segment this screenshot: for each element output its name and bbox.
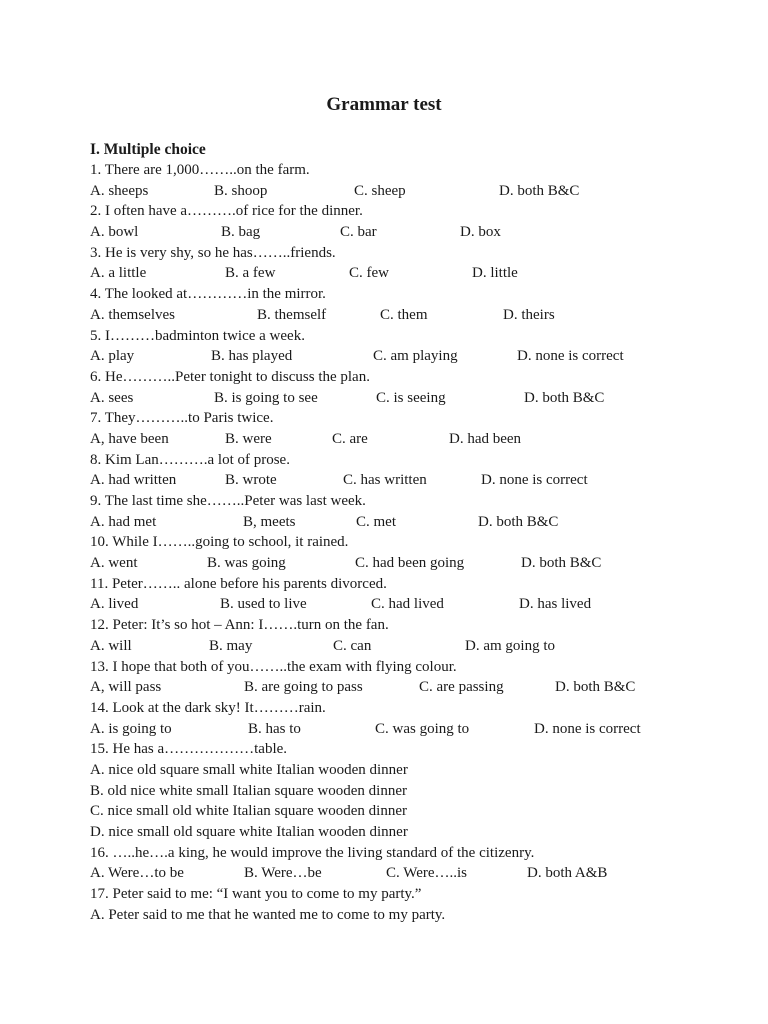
option-c: C. is seeing [376, 389, 446, 406]
option-a: A. bowl [90, 224, 139, 241]
option-c: C. am playing [373, 348, 458, 365]
question-stem: 3. He is very shy, so he has……..friends. [90, 244, 336, 261]
option-d: D. both A&B [527, 865, 608, 882]
question-stem: 5. I………badminton twice a week. [90, 327, 305, 344]
option-d: D. box [460, 224, 501, 241]
option-d: D. had been [449, 430, 522, 447]
option-c: C. had been going [355, 555, 465, 572]
question-stem: 12. Peter: It’s so hot – Ann: I…….turn on the fan. [90, 617, 389, 634]
option-b: B. was going [207, 555, 286, 572]
option-d: D. none is correct [534, 720, 641, 737]
option-b: B. used to live [220, 596, 307, 613]
option-a: A, will pass [90, 679, 162, 696]
answer-options [90, 263, 730, 284]
answer-options [90, 346, 730, 367]
question-stem: 16. …..he….a king, he would improve the living standard of the citizenry. [90, 844, 535, 861]
option-d: D. none is correct [517, 348, 624, 365]
option-d: D. both B&C [499, 182, 580, 199]
question-stem: 9. The last time she……..Peter was last week. [90, 493, 366, 509]
option-a: A. sheeps [90, 182, 149, 199]
option-b: B. a few [225, 265, 276, 282]
answer-options [90, 594, 730, 615]
option-d: D. both B&C [521, 555, 602, 572]
option-d: D. nice small old square white Italian wooden dinner [90, 824, 408, 840]
option-b: B. shoop [214, 182, 268, 199]
option-a: A. a little [90, 265, 147, 282]
option-a: A. had met [90, 513, 157, 530]
question-stem: 6. He………..Peter tonight to discuss the plan. [90, 368, 370, 385]
question-stem: 14. Look at the dark sky! It………rain. [90, 699, 326, 716]
option-d: D. little [472, 265, 518, 282]
option-c: C. few [349, 265, 389, 282]
option-a: A. is going to [90, 720, 172, 737]
option-c: C. had lived [371, 596, 444, 613]
question-stem: 13. I hope that both of you……..the exam with flying colour. [90, 658, 457, 675]
option-a: A. nice old square small white Italian wooden dinner [90, 761, 408, 778]
option-a: A. Were…to be [90, 865, 184, 882]
answer-options [90, 863, 730, 884]
option-a: A. went [90, 555, 138, 572]
question-stem: 15. He has a………………table. [90, 741, 288, 758]
option-b: B. has played [211, 348, 293, 365]
option-a: A. lived [90, 596, 139, 613]
option-d: D. both B&C [524, 389, 605, 406]
answer-options [90, 553, 730, 574]
answer-options [90, 222, 730, 243]
option-c: C. has written [343, 472, 427, 489]
option-b: B. has to [248, 720, 301, 737]
answer-options [90, 305, 730, 326]
option-c: C. are passing [419, 679, 504, 696]
question-list [90, 160, 730, 925]
answer-options [90, 512, 730, 533]
answer-options [90, 429, 730, 450]
question-stem: 2. I often have a……….of rice for the dinner. [90, 203, 363, 220]
option-a: A. will [90, 637, 132, 654]
question-stem: 8. Kim Lan……….a lot of prose. [90, 451, 290, 468]
question-stem: 1. There are 1,000……..on the farm. [90, 162, 310, 178]
option-b: B. bag [221, 224, 261, 241]
option-d: D. none is correct [481, 472, 588, 489]
option-c: C. met [356, 513, 396, 530]
option-a: A. play [90, 348, 135, 365]
option-c: C. can [333, 637, 372, 654]
option-b: B, meets [243, 513, 296, 530]
question-stem: 10. While I……..going to school, it rained. [90, 534, 349, 551]
option-b: B. themself [257, 306, 327, 323]
answer-options [90, 719, 730, 740]
answer-options [90, 181, 730, 202]
question-stem: 4. The looked at…………in the mirror. [90, 286, 326, 303]
option-b: B. were [225, 430, 272, 447]
option-c: C. are [332, 430, 368, 447]
option-a: A. themselves [90, 306, 175, 323]
option-b: B. old nice white small Italian square wooden dinner [90, 782, 407, 799]
question-stem: 7. They………..to Paris twice. [90, 410, 274, 427]
option-d: D. both B&C [555, 679, 636, 696]
option-c: C. sheep [354, 182, 406, 199]
section-heading: I. Multiple choice [90, 141, 206, 158]
option-d: D. has lived [519, 596, 592, 613]
question-stem: 11. Peter…….. alone before his parents divorced. [90, 575, 387, 592]
option-a: A. had written [90, 472, 177, 489]
option-b: B. are going to pass [244, 679, 363, 696]
option-c: C. nice small old white Italian square wooden dinner [90, 803, 407, 820]
option-d: D. am going to [465, 637, 555, 654]
document-title: Grammar test [326, 94, 442, 115]
option-c: C. Were…..is [386, 865, 468, 882]
option-d: D. theirs [503, 306, 555, 323]
answer-options [90, 388, 730, 409]
answer-options [90, 470, 730, 491]
option-d: D. both B&C [478, 513, 559, 530]
answer-options [90, 636, 730, 657]
answer-options [90, 677, 730, 698]
option-c: C. bar [340, 224, 377, 241]
option-c: C. was going to [375, 720, 470, 737]
option-b: B. wrote [225, 472, 277, 489]
option-a: A. sees [90, 389, 134, 406]
option-c: C. them [380, 306, 428, 323]
option-a: A. Peter said to me that he wanted me to come to my party. [90, 906, 446, 923]
option-b: B. is going to see [214, 389, 318, 406]
question-stem: 17. Peter said to me: “I want you to come to my party.” [90, 886, 422, 903]
option-b: B. may [209, 637, 253, 654]
option-a: A, have been [90, 430, 169, 447]
option-b: B. Were…be [244, 865, 322, 882]
